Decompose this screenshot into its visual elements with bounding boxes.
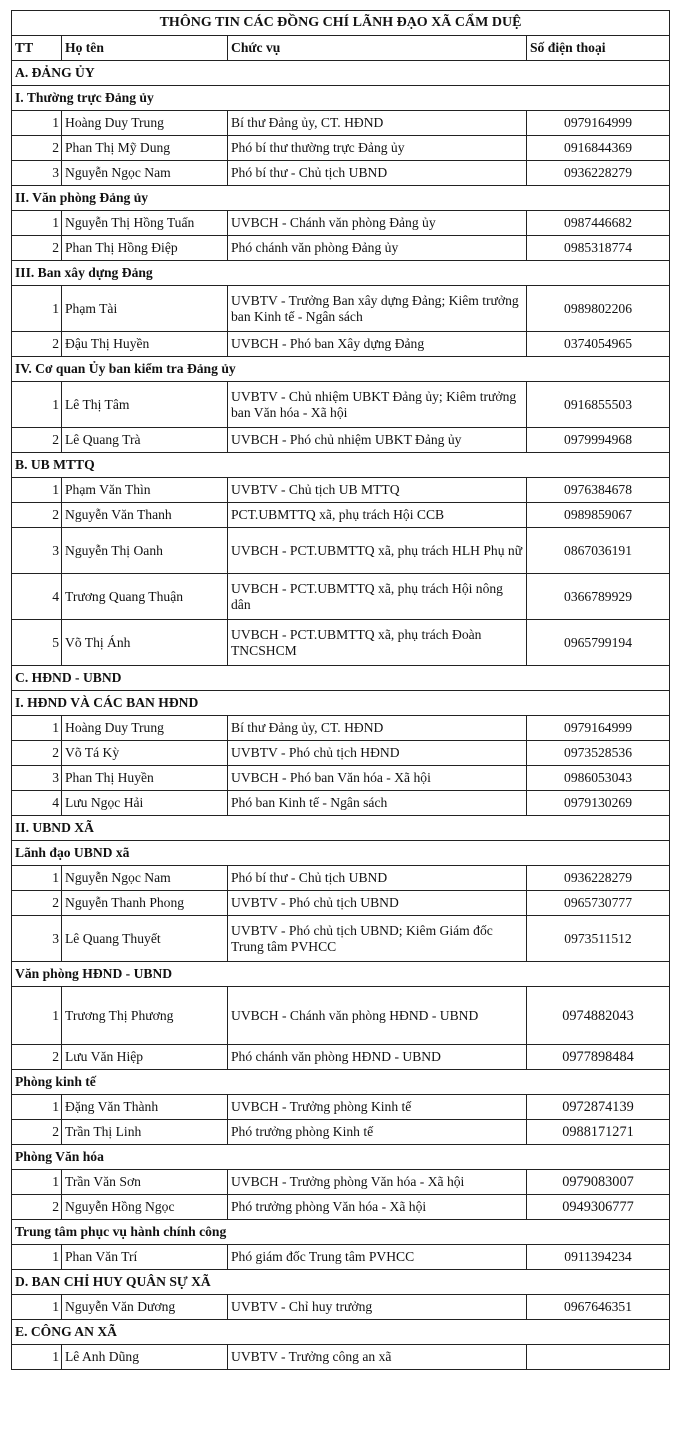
person-name: Nguyễn Thị Hồng Tuấn bbox=[62, 211, 228, 236]
leadership-contact-sheet bbox=[11, 10, 669, 1370]
section-header-row bbox=[12, 86, 670, 111]
col-header-tt: TT bbox=[12, 36, 62, 61]
table-row bbox=[12, 428, 670, 453]
person-position: UVBCH - PCT.UBMTTQ xã, phụ trách HLH Phụ nữ bbox=[228, 528, 527, 574]
row-number: 1 bbox=[12, 866, 62, 891]
section-title: Lãnh đạo UBND xã bbox=[12, 841, 670, 866]
section-title: Phòng kinh tế bbox=[12, 1070, 670, 1095]
section-title: I. Thường trực Đảng ủy bbox=[12, 86, 670, 111]
row-number: 3 bbox=[12, 916, 62, 962]
section-title: III. Ban xây dựng Đảng bbox=[12, 261, 670, 286]
person-name: Đậu Thị Huyền bbox=[62, 332, 228, 357]
person-position: Phó trưởng phòng Kinh tế bbox=[228, 1120, 527, 1145]
person-phone: 0989859067 bbox=[527, 503, 670, 528]
section-header-row bbox=[12, 453, 670, 478]
col-header-position: Chức vụ bbox=[228, 36, 527, 61]
col-header-name: Họ tên bbox=[62, 36, 228, 61]
section-header-row bbox=[12, 962, 670, 987]
person-name: Hoàng Duy Trung bbox=[62, 111, 228, 136]
row-number: 2 bbox=[12, 136, 62, 161]
table-row bbox=[12, 136, 670, 161]
row-number: 2 bbox=[12, 891, 62, 916]
row-number: 1 bbox=[12, 716, 62, 741]
row-number: 2 bbox=[12, 1045, 62, 1070]
table-row bbox=[12, 236, 670, 261]
section-header-row bbox=[12, 1320, 670, 1345]
row-number: 3 bbox=[12, 161, 62, 186]
table-row bbox=[12, 987, 670, 1045]
table-row bbox=[12, 382, 670, 428]
person-name: Phạm Tài bbox=[62, 286, 228, 332]
section-title: A. ĐẢNG ỦY bbox=[12, 61, 670, 86]
table-row bbox=[12, 1245, 670, 1270]
person-position: UVBCH - PCT.UBMTTQ xã, phụ trách Đoàn TNCSHCM bbox=[228, 620, 527, 666]
person-position: UVBTV - Chủ tịch UB MTTQ bbox=[228, 478, 527, 503]
person-name: Phan Thị Huyền bbox=[62, 766, 228, 791]
table-title-row bbox=[12, 11, 670, 36]
person-position: UVBCH - Chánh văn phòng Đảng ủy bbox=[228, 211, 527, 236]
person-phone: 0949306777 bbox=[527, 1195, 670, 1220]
person-phone: 0979083007 bbox=[527, 1170, 670, 1195]
person-name: Trương Thị Phương bbox=[62, 987, 228, 1045]
person-name: Lê Anh Dũng bbox=[62, 1345, 228, 1370]
person-position: UVBTV - Chủ nhiệm UBKT Đảng ủy; Kiêm trưởng ban Văn hóa - Xã hội bbox=[228, 382, 527, 428]
table-row bbox=[12, 1195, 670, 1220]
person-phone: 0988171271 bbox=[527, 1120, 670, 1145]
person-position: UVBCH - Phó chủ nhiệm UBKT Đảng ủy bbox=[228, 428, 527, 453]
table-row bbox=[12, 286, 670, 332]
person-position: Phó trưởng phòng Văn hóa - Xã hội bbox=[228, 1195, 527, 1220]
row-number: 3 bbox=[12, 766, 62, 791]
section-header-row bbox=[12, 666, 670, 691]
person-phone: 0974882043 bbox=[527, 987, 670, 1045]
section-title: D. BAN CHỈ HUY QUÂN SỰ XÃ bbox=[12, 1270, 670, 1295]
person-position: Bí thư Đảng ủy, CT. HĐND bbox=[228, 111, 527, 136]
person-name: Nguyễn Văn Dương bbox=[62, 1295, 228, 1320]
section-title: Phòng Văn hóa bbox=[12, 1145, 670, 1170]
row-number: 2 bbox=[12, 1120, 62, 1145]
person-name: Phan Thị Hồng Điệp bbox=[62, 236, 228, 261]
person-phone: 0916844369 bbox=[527, 136, 670, 161]
person-position: UVBTV - Phó chủ tịch UBND; Kiêm Giám đốc Trung tâm PVHCC bbox=[228, 916, 527, 962]
row-number: 1 bbox=[12, 1345, 62, 1370]
contact-table bbox=[11, 10, 670, 1370]
person-phone: 0987446682 bbox=[527, 211, 670, 236]
person-name: Lưu Văn Hiệp bbox=[62, 1045, 228, 1070]
person-position: UVBCH - Chánh văn phòng HĐND - UBND bbox=[228, 987, 527, 1045]
person-name: Trần Thị Linh bbox=[62, 1120, 228, 1145]
person-phone: 0972874139 bbox=[527, 1095, 670, 1120]
section-title: II. UBND XÃ bbox=[12, 816, 670, 841]
person-phone: 0973511512 bbox=[527, 916, 670, 962]
section-title: Văn phòng HĐND - UBND bbox=[12, 962, 670, 987]
person-position: Phó giám đốc Trung tâm PVHCC bbox=[228, 1245, 527, 1270]
row-number: 2 bbox=[12, 503, 62, 528]
person-phone: 0979130269 bbox=[527, 791, 670, 816]
person-name: Lưu Ngọc Hải bbox=[62, 791, 228, 816]
section-header-row bbox=[12, 1145, 670, 1170]
row-number: 1 bbox=[12, 286, 62, 332]
person-position: Phó bí thư thường trực Đảng ủy bbox=[228, 136, 527, 161]
row-number: 4 bbox=[12, 791, 62, 816]
table-row bbox=[12, 478, 670, 503]
table-row bbox=[12, 766, 670, 791]
person-phone: 0967646351 bbox=[527, 1295, 670, 1320]
table-row bbox=[12, 111, 670, 136]
table-row bbox=[12, 741, 670, 766]
person-phone: 0976384678 bbox=[527, 478, 670, 503]
table-row bbox=[12, 1345, 670, 1370]
section-title: C. HĐND - UBND bbox=[12, 666, 670, 691]
table-row bbox=[12, 716, 670, 741]
col-header-phone: Số điện thoại bbox=[527, 36, 670, 61]
person-phone: 0965730777 bbox=[527, 891, 670, 916]
person-phone: 0916855503 bbox=[527, 382, 670, 428]
row-number: 2 bbox=[12, 1195, 62, 1220]
person-name: Phạm Văn Thìn bbox=[62, 478, 228, 503]
person-position: UVBCH - Phó ban Văn hóa - Xã hội bbox=[228, 766, 527, 791]
person-position: UVBTV - Phó chủ tịch HĐND bbox=[228, 741, 527, 766]
table-row bbox=[12, 891, 670, 916]
person-phone: 0366789929 bbox=[527, 574, 670, 620]
person-phone: 0973528536 bbox=[527, 741, 670, 766]
person-phone: 0979164999 bbox=[527, 716, 670, 741]
row-number: 2 bbox=[12, 236, 62, 261]
person-position: UVBTV - Chỉ huy trưởng bbox=[228, 1295, 527, 1320]
row-number: 1 bbox=[12, 211, 62, 236]
page-title: THÔNG TIN CÁC ĐỒNG CHÍ LÃNH ĐẠO XÃ CẨM DUỆ bbox=[12, 11, 670, 36]
person-position: Phó bí thư - Chủ tịch UBND bbox=[228, 161, 527, 186]
row-number: 1 bbox=[12, 987, 62, 1045]
section-header-row bbox=[12, 691, 670, 716]
table-row bbox=[12, 211, 670, 236]
row-number: 2 bbox=[12, 741, 62, 766]
person-position: Phó chánh văn phòng Đảng ủy bbox=[228, 236, 527, 261]
person-phone: 0867036191 bbox=[527, 528, 670, 574]
person-phone: 0986053043 bbox=[527, 766, 670, 791]
person-position: Phó chánh văn phòng HĐND - UBND bbox=[228, 1045, 527, 1070]
row-number: 1 bbox=[12, 478, 62, 503]
table-row bbox=[12, 332, 670, 357]
person-phone: 0977898484 bbox=[527, 1045, 670, 1070]
person-phone: 0374054965 bbox=[527, 332, 670, 357]
row-number: 1 bbox=[12, 1170, 62, 1195]
person-name: Võ Tá Kỳ bbox=[62, 741, 228, 766]
person-name: Lê Thị Tâm bbox=[62, 382, 228, 428]
table-row bbox=[12, 161, 670, 186]
row-number: 2 bbox=[12, 332, 62, 357]
person-name: Nguyễn Thị Oanh bbox=[62, 528, 228, 574]
person-position: PCT.UBMTTQ xã, phụ trách Hội CCB bbox=[228, 503, 527, 528]
person-name: Nguyễn Văn Thanh bbox=[62, 503, 228, 528]
row-number: 4 bbox=[12, 574, 62, 620]
section-header-row bbox=[12, 841, 670, 866]
section-title: IV. Cơ quan Ủy ban kiểm tra Đảng ủy bbox=[12, 357, 670, 382]
person-name: Lê Quang Trà bbox=[62, 428, 228, 453]
person-position: UVBCH - PCT.UBMTTQ xã, phụ trách Hội nông dân bbox=[228, 574, 527, 620]
person-phone: 0979994968 bbox=[527, 428, 670, 453]
person-phone: 0965799194 bbox=[527, 620, 670, 666]
person-position: UVBTV - Trưởng Ban xây dựng Đảng; Kiêm trưởng ban Kinh tế - Ngân sách bbox=[228, 286, 527, 332]
section-title: II. Văn phòng Đảng ủy bbox=[12, 186, 670, 211]
person-name: Nguyễn Ngọc Nam bbox=[62, 161, 228, 186]
person-name: Võ Thị Ánh bbox=[62, 620, 228, 666]
row-number: 2 bbox=[12, 428, 62, 453]
person-name: Nguyễn Thanh Phong bbox=[62, 891, 228, 916]
section-title: E. CÔNG AN XÃ bbox=[12, 1320, 670, 1345]
person-name: Nguyễn Ngọc Nam bbox=[62, 866, 228, 891]
person-position: Bí thư Đảng ủy, CT. HĐND bbox=[228, 716, 527, 741]
table-row bbox=[12, 620, 670, 666]
person-name: Đặng Văn Thành bbox=[62, 1095, 228, 1120]
section-title: Trung tâm phục vụ hành chính công bbox=[12, 1220, 670, 1245]
row-number: 3 bbox=[12, 528, 62, 574]
table-row bbox=[12, 1045, 670, 1070]
person-position: UVBTV - Phó chủ tịch UBND bbox=[228, 891, 527, 916]
person-name: Phan Thị Mỹ Dung bbox=[62, 136, 228, 161]
row-number: 1 bbox=[12, 1245, 62, 1270]
table-row bbox=[12, 1120, 670, 1145]
section-title: B. UB MTTQ bbox=[12, 453, 670, 478]
person-phone: 0985318774 bbox=[527, 236, 670, 261]
person-position: UVBCH - Trưởng phòng Kinh tế bbox=[228, 1095, 527, 1120]
table-row bbox=[12, 503, 670, 528]
person-name: Hoàng Duy Trung bbox=[62, 716, 228, 741]
table-row bbox=[12, 916, 670, 962]
row-number: 1 bbox=[12, 382, 62, 428]
person-position: UVBCH - Phó ban Xây dựng Đảng bbox=[228, 332, 527, 357]
person-phone: 0936228279 bbox=[527, 866, 670, 891]
row-number: 1 bbox=[12, 111, 62, 136]
person-name: Trương Quang Thuận bbox=[62, 574, 228, 620]
person-phone: 0936228279 bbox=[527, 161, 670, 186]
person-position: UVBCH - Trưởng phòng Văn hóa - Xã hội bbox=[228, 1170, 527, 1195]
person-phone: 0911394234 bbox=[527, 1245, 670, 1270]
person-name: Trần Văn Sơn bbox=[62, 1170, 228, 1195]
person-phone bbox=[527, 1345, 670, 1370]
person-position: Phó ban Kinh tế - Ngân sách bbox=[228, 791, 527, 816]
table-row bbox=[12, 574, 670, 620]
table-row bbox=[12, 1170, 670, 1195]
person-name: Phan Văn Trí bbox=[62, 1245, 228, 1270]
section-header-row bbox=[12, 816, 670, 841]
section-header-row bbox=[12, 261, 670, 286]
table-row bbox=[12, 866, 670, 891]
section-header-row bbox=[12, 186, 670, 211]
header-row bbox=[12, 36, 670, 61]
section-header-row bbox=[12, 1270, 670, 1295]
row-number: 1 bbox=[12, 1095, 62, 1120]
section-header-row bbox=[12, 61, 670, 86]
table-row bbox=[12, 791, 670, 816]
row-number: 5 bbox=[12, 620, 62, 666]
person-phone: 0979164999 bbox=[527, 111, 670, 136]
person-position: UVBTV - Trưởng công an xã bbox=[228, 1345, 527, 1370]
person-name: Lê Quang Thuyết bbox=[62, 916, 228, 962]
person-phone: 0989802206 bbox=[527, 286, 670, 332]
table-row bbox=[12, 1095, 670, 1120]
section-header-row bbox=[12, 1070, 670, 1095]
table-row bbox=[12, 1295, 670, 1320]
section-header-row bbox=[12, 357, 670, 382]
person-position: Phó bí thư - Chủ tịch UBND bbox=[228, 866, 527, 891]
row-number: 1 bbox=[12, 1295, 62, 1320]
person-name: Nguyễn Hồng Ngọc bbox=[62, 1195, 228, 1220]
section-header-row bbox=[12, 1220, 670, 1245]
table-row bbox=[12, 528, 670, 574]
section-title: I. HĐND VÀ CÁC BAN HĐND bbox=[12, 691, 670, 716]
